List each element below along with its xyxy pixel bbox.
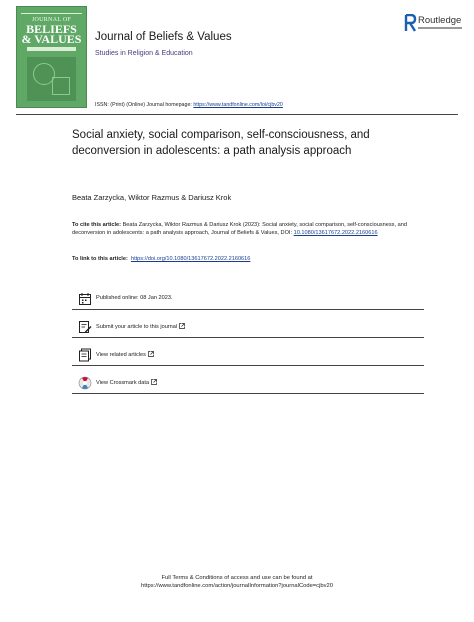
citation-block (72, 221, 424, 237)
cover-rule (21, 13, 82, 14)
journal-title[interactable]: Journal of Beliefs & Values (95, 31, 232, 43)
published-date: Published online: 08 Jan 2023. (96, 295, 173, 301)
related-articles-row[interactable] (72, 346, 424, 366)
external-link-icon (151, 379, 157, 385)
header-divider (16, 114, 458, 115)
journal-homepage-link[interactable]: https://www.tandfonline.com/loi/cjbv20 (193, 102, 283, 108)
cover-band (27, 47, 76, 51)
article-link-label: To link to this article: (72, 256, 128, 262)
issn-line (95, 102, 283, 108)
article-link-line (72, 256, 250, 262)
calendar-icon (78, 292, 92, 306)
published-row (72, 290, 424, 310)
journal-subtitle: Studies in Religion & Education (95, 50, 193, 57)
footer-terms: Full Terms & Conditions of access and use can be found at (161, 575, 313, 581)
issn-text: ISSN: (Print) (Online) Journal homepage: (95, 102, 194, 108)
publisher-logo (404, 14, 464, 38)
cover-title-line1: JOURNAL OF (31, 17, 72, 23)
article-doi-url[interactable]: https://doi.org/10.1080/13617672.2022.2160616 (130, 256, 251, 262)
crossmark-row[interactable] (72, 374, 424, 394)
citation-text: Beata Zarzycka, Wiktor Razmus & Dariusz Krok (2023): Social anxiety, social comparison, self-consciousness, and deconversion in adolescents: a path analysis approach, Journal of Beliefs & Values, DOI: (72, 222, 407, 236)
article-authors: Beata Zarzycka, Wiktor Razmus & Dariusz Krok (72, 193, 232, 202)
cover-title-line2: BELIEFS (26, 22, 77, 36)
crossmark-icon (78, 376, 92, 390)
related-articles-link[interactable]: View related articles (96, 351, 154, 358)
cover-title-main (17, 24, 86, 44)
publisher-name: Routledge (418, 15, 462, 26)
article-title: Social anxiety, social comparison, self-consciousness, and deconversion in adolescents: a path analysis approach (72, 129, 370, 157)
external-link-icon (179, 323, 185, 329)
related-articles-icon (78, 348, 92, 362)
footer-terms-url[interactable]: https://www.tandfonline.com/action/journalInformation?journalCode=cjbv20 (141, 583, 333, 589)
cover-artwork (27, 57, 76, 101)
crossmark-link[interactable]: View Crossmark data (96, 379, 157, 386)
submit-article-link[interactable]: Submit your article to this journal (96, 323, 185, 330)
routledge-logo-icon (404, 14, 417, 32)
doi-link[interactable]: 10.1080/13617672.2022.2160616 (293, 230, 378, 236)
external-link-icon (148, 351, 154, 357)
edit-document-icon (78, 320, 92, 334)
cover-title-line3: & VALUES (21, 32, 82, 46)
citation-label: To cite this article: (72, 222, 122, 228)
publisher-tagline (418, 27, 462, 29)
journal-cover (16, 6, 87, 108)
submit-article-row[interactable] (72, 318, 424, 338)
